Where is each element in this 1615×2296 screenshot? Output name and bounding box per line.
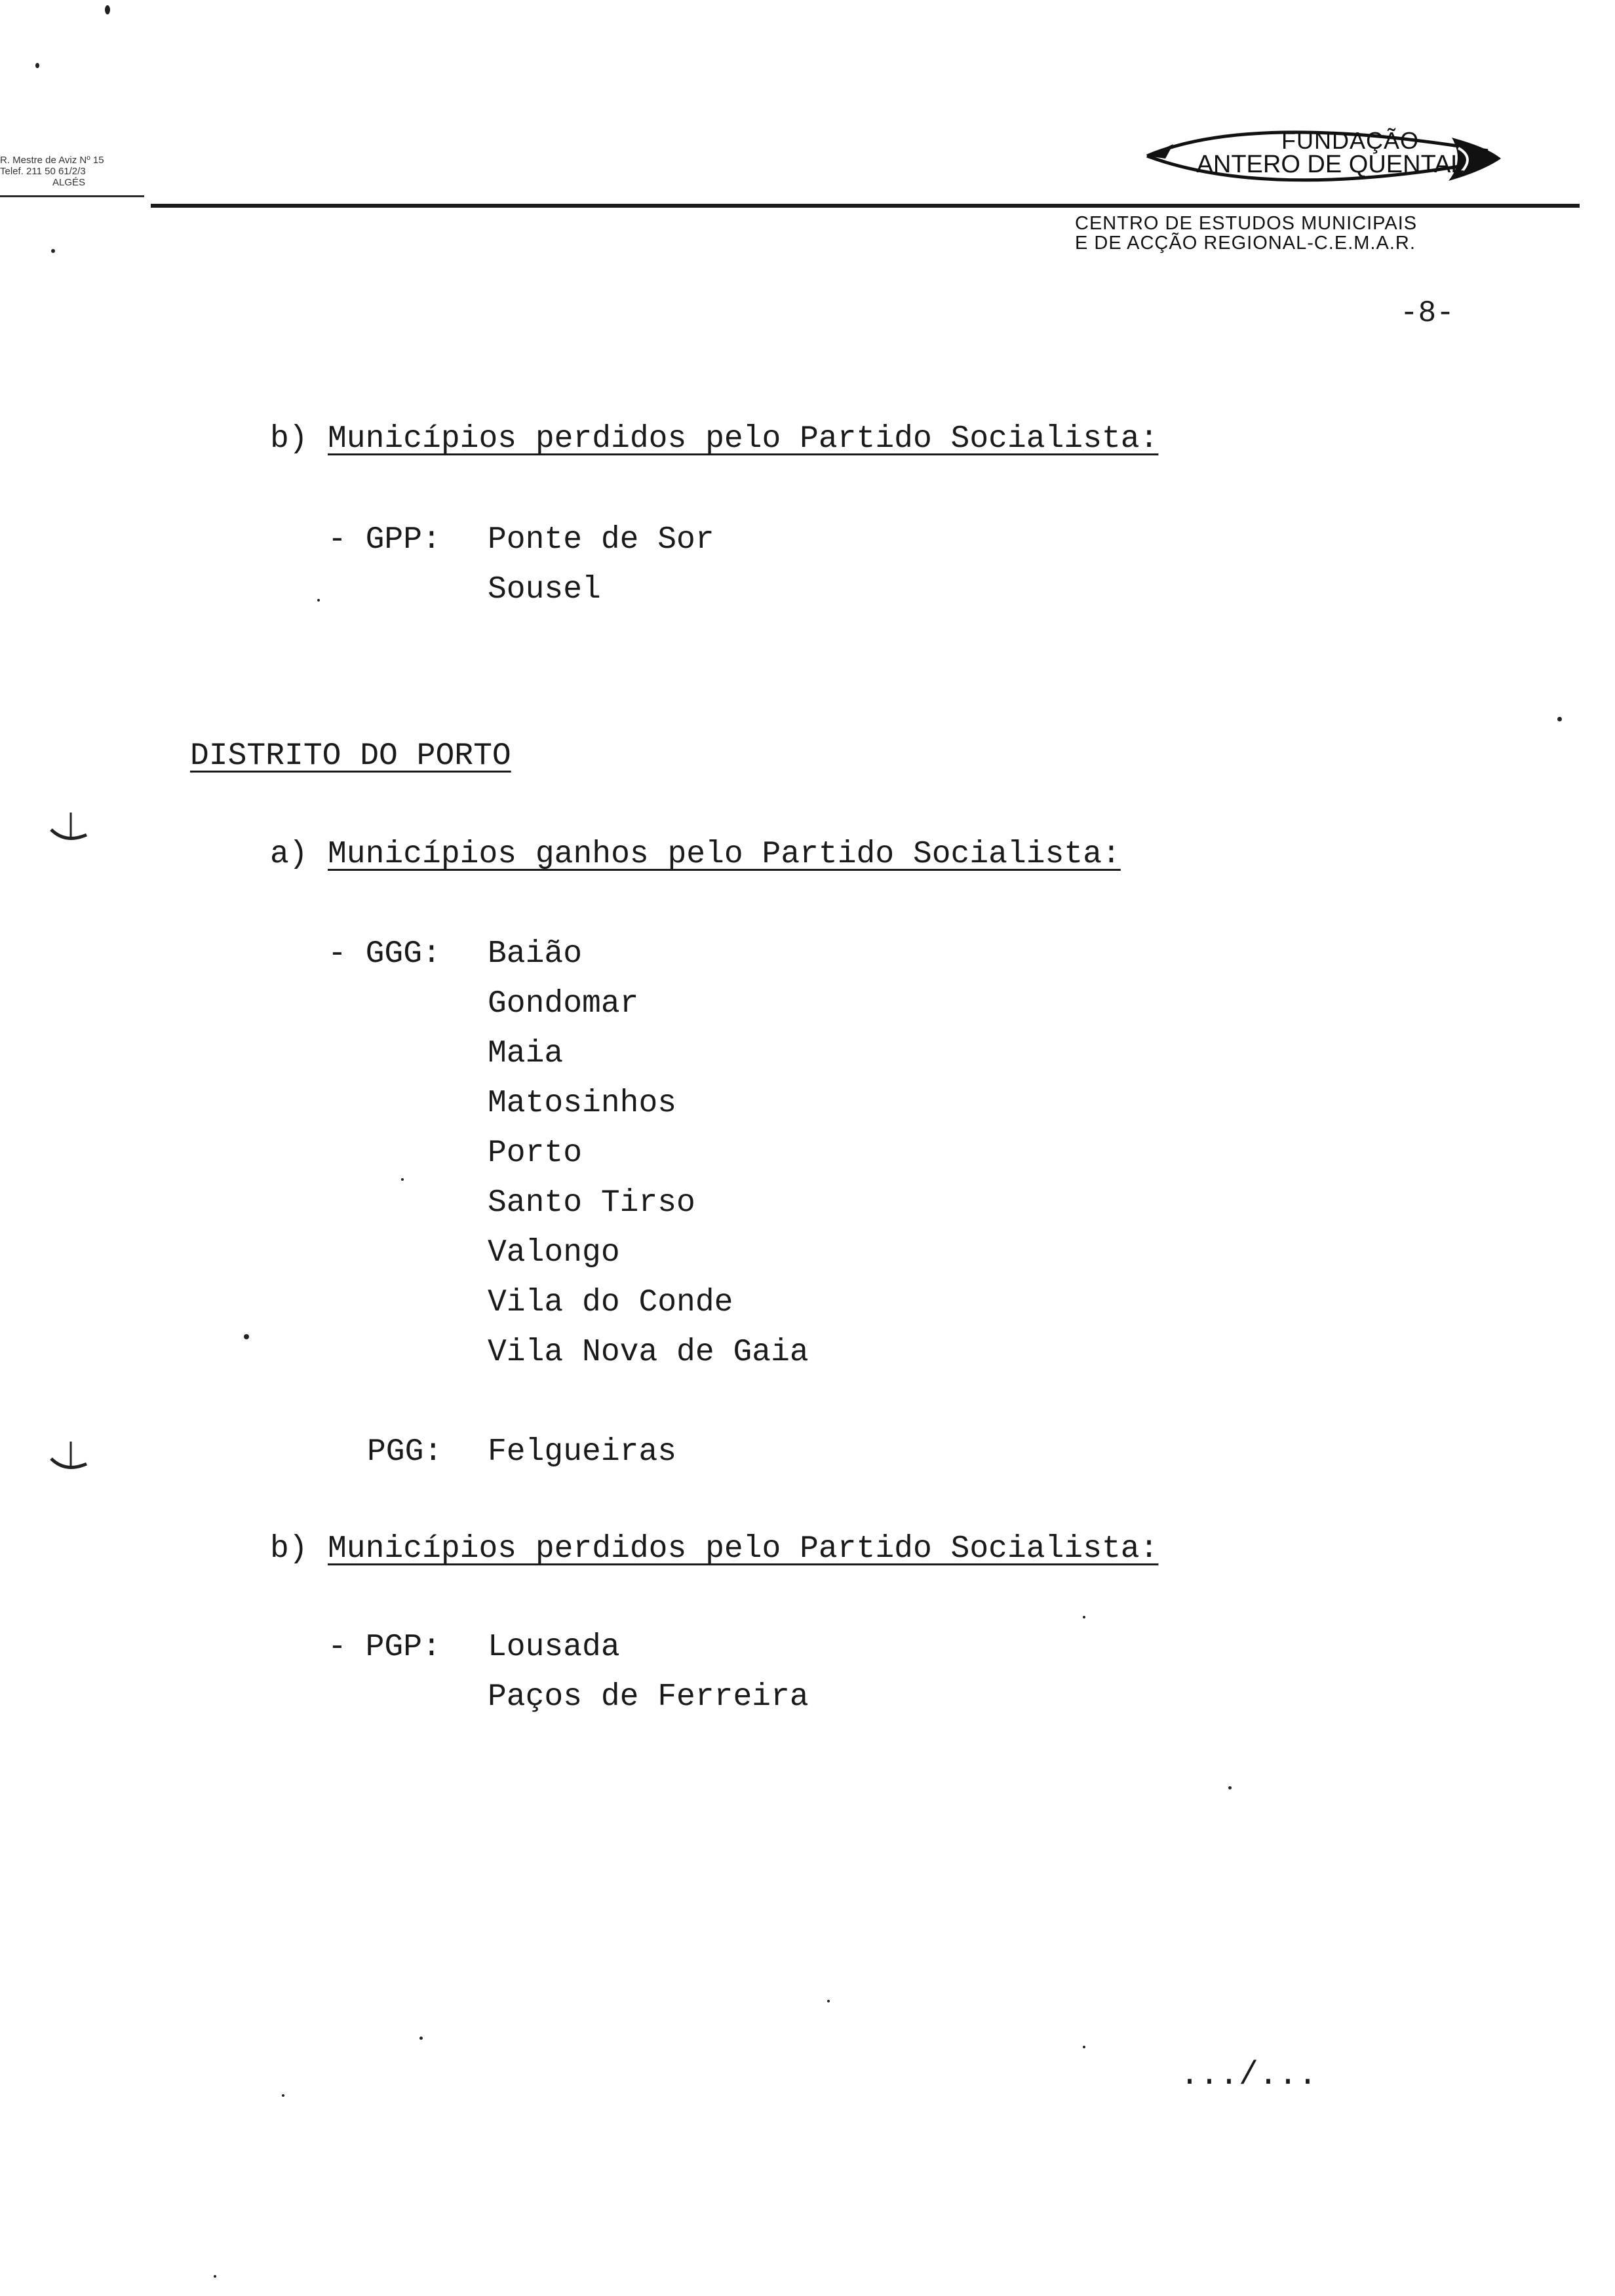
scan-speck <box>35 63 39 68</box>
municipality: Vila do Conde <box>488 1285 733 1320</box>
section-prefix: b) <box>270 421 308 457</box>
scan-speck <box>51 249 55 253</box>
section-heading: Municípios perdidos pelo Partido Socialista: <box>328 1531 1159 1567</box>
group-code: - GGG: <box>328 936 441 972</box>
logo-name-text: ANTERO DE QUENTAL <box>1196 151 1465 178</box>
address-line: R. Mestre de Aviz Nº 15 <box>0 155 104 166</box>
group-code: - PGP: <box>328 1630 441 1665</box>
organization-name <box>1075 214 1508 253</box>
municipality: Valongo <box>488 1235 620 1271</box>
section-heading: Municípios ganhos pelo Partido Socialista: <box>328 837 1121 872</box>
address-line: Telef. 211 50 61/2/3 <box>0 166 86 177</box>
page-number: -8- <box>1400 296 1454 330</box>
municipality: Paços de Ferreira <box>488 1679 809 1715</box>
foundation-logo <box>1134 118 1501 190</box>
continuation-mark: .../... <box>1180 2057 1318 2094</box>
section-prefix: a) <box>270 837 308 872</box>
municipality: Sousel <box>488 572 601 607</box>
binding-mark-icon <box>46 1439 92 1478</box>
scan-speck <box>1557 717 1562 721</box>
municipality: Felgueiras <box>488 1434 677 1470</box>
municipality: Lousada <box>488 1630 620 1665</box>
municipality: Matosinhos <box>488 1086 677 1121</box>
group-code: - GPP: <box>328 522 441 558</box>
scan-speck <box>827 2000 830 2002</box>
scan-speck <box>1083 1616 1085 1618</box>
section-heading: Municípios perdidos pelo Partido Socialista: <box>328 421 1159 457</box>
org-line: E DE ACÇÃO REGIONAL-C.E.M.A.R. <box>1075 233 1416 254</box>
scan-speck <box>282 2094 284 2097</box>
scan-speck <box>244 1334 249 1339</box>
scan-speck <box>1083 2046 1085 2048</box>
header-rule <box>151 204 1580 208</box>
scan-speck <box>105 5 110 14</box>
section-prefix: b) <box>270 1531 308 1567</box>
scan-speck <box>317 599 320 602</box>
municipality: Ponte de Sor <box>488 522 714 558</box>
logo-top-text: FUNDAÇÃO <box>1281 127 1419 154</box>
binding-mark-icon <box>46 810 92 849</box>
scan-speck <box>401 1178 404 1181</box>
municipality: Santo Tirso <box>488 1185 695 1221</box>
scan-speck <box>214 2275 216 2278</box>
municipality: Gondomar <box>488 986 639 1022</box>
org-line: CENTRO DE ESTUDOS MUNICIPAIS <box>1075 213 1418 234</box>
municipality: Vila Nova de Gaia <box>488 1335 809 1370</box>
district-title: DISTRITO DO PORTO <box>190 738 511 774</box>
address-block <box>0 155 104 188</box>
group-code: PGG: <box>367 1434 443 1470</box>
address-rule <box>0 195 144 197</box>
municipality: Porto <box>488 1136 583 1171</box>
scan-speck <box>419 2037 423 2040</box>
scan-speck <box>1228 1786 1232 1789</box>
address-line: ALGÉS <box>52 177 86 188</box>
municipality: Maia <box>488 1036 564 1071</box>
municipality: Baião <box>488 936 583 972</box>
